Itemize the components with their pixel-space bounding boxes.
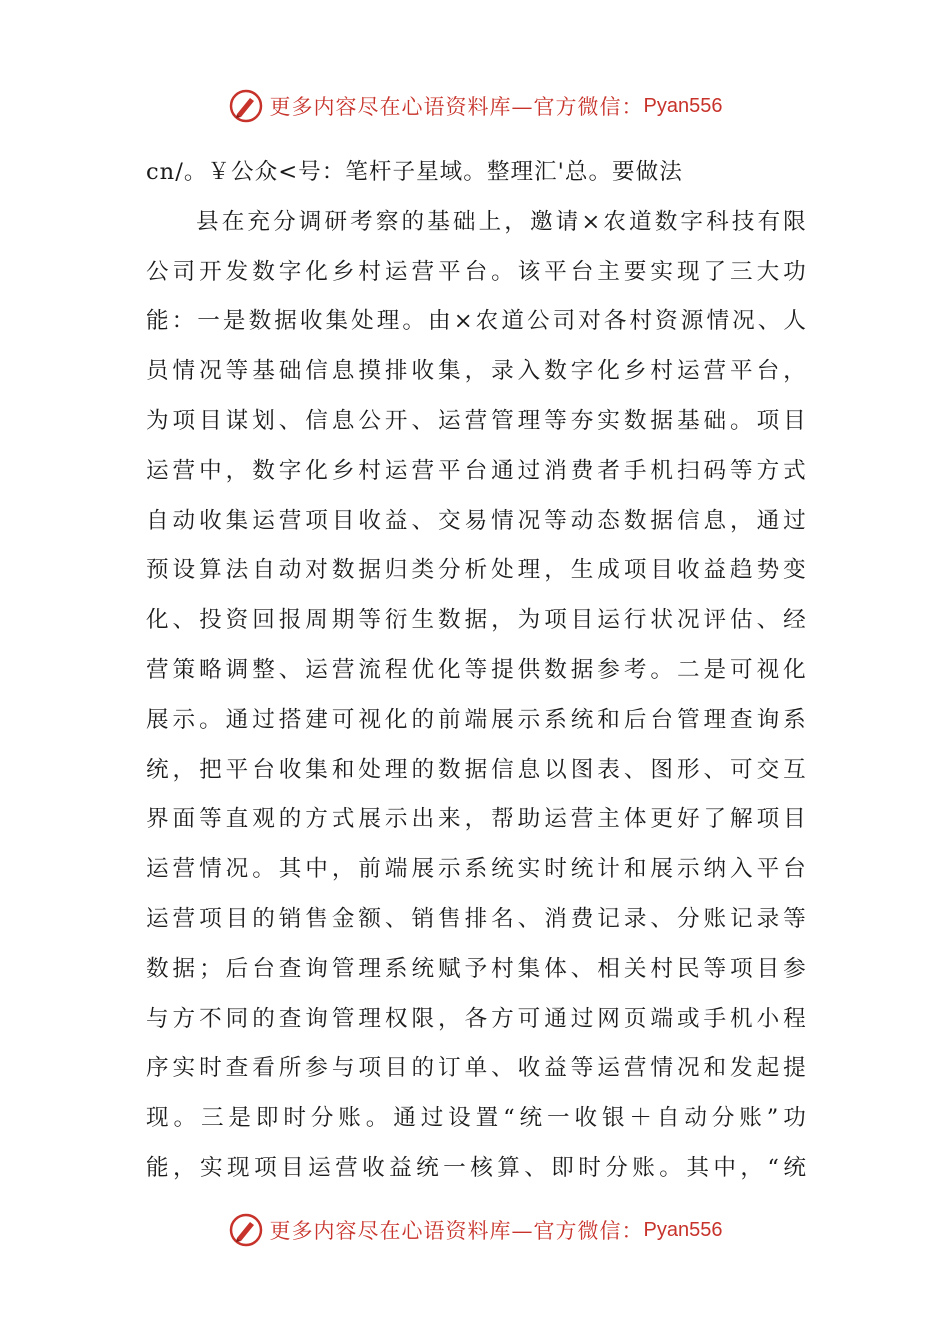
header-watermark-banner [0,86,950,126]
banner-wechat-id: Pyan556 [643,94,723,117]
text-line: 预 设 算 法 自 动 对 数 据 归 类 分 析 处 理 ， 生 成 项 目 收 益 趋 势 变 [146,557,806,584]
text-line: 县 在 充 分 调 研 考 察 的 基 础 上 ， 邀 请 × 农 道 数 字 科 技 有 限 [196,208,806,235]
text-line: 能 ： 一 是 数 据 收 集 处 理 。 由 × 农 道 公 司 对 各 村 资 源 情 况 、 人 [146,308,806,335]
text-line: 化 、 投 资 回 报 周 期 等 衍 生 数 据 ， 为 项 目 运 行 状 况 评 估 、 经 [146,607,806,634]
document-body [146,148,806,1194]
text-line: 自 动 收 集 运 营 项 目 收 益 、 交 易 情 况 等 动 态 数 据 信 息 ， 通 过 [146,507,806,534]
text-line: 能 ， 实 现 项 目 运 营 收 益 统 一 核 算 、 即 时 分 账 。 其 中 ， “ 统 [146,1154,806,1181]
text-line: 序 实 时 查 看 所 参 与 项 目 的 订 单 、 收 益 等 运 营 情 况 和 发 起 提 [146,1055,806,1082]
text-line: 员 情 况 等 基 础 信 息 摸 排 收 集 ， 录 入 数 字 化 乡 村 运 营 平 台 ， [146,358,806,385]
pen-logo-icon [228,1212,264,1248]
text-line: 展 示 。 通 过 搭 建 可 视 化 的 前 端 展 示 系 统 和 后 台 管 理 查 询 系 [146,706,806,733]
banner-text: 更多内容尽在心语资料库—官方微信： [269,1219,644,1243]
text-line: 与 方 不 同 的 查 询 管 理 权 限 ， 各 方 可 通 过 网 页 端 或 手 机 小 程 [146,1005,806,1032]
text-line: 运 营 中 ， 数 字 化 乡 村 运 营 平 台 通 过 消 费 者 手 机 扫 码 等 方 式 [146,457,806,484]
text-line: 界 面 等 直 观 的 方 式 展 示 出 来 ， 帮 助 运 营 主 体 更 好 了 解 项 目 [146,806,806,833]
banner-text: 更多内容尽在心语资料库—官方微信： [269,95,644,119]
text-line: cn/。￥公众<号：笔杆子星域。整理汇'总。要做法 [146,159,683,185]
text-line: 营 策 略 调 整 、 运 营 流 程 优 化 等 提 供 数 据 参 考 。 二 是 可 视 化 [146,656,806,683]
text-line: 统 ， 把 平 台 收 集 和 处 理 的 数 据 信 息 以 图 表 、 图 形 、 可 交 互 [146,756,806,783]
text-line: 运 营 情 况 。 其 中 ， 前 端 展 示 系 统 实 时 统 计 和 展 示 纳 入 平 台 [146,856,806,883]
text-line: 为 项 目 谋 划 、 信 息 公 开 、 运 营 管 理 等 夯 实 数 据 基 础 。 项 目 [146,407,806,434]
footer-watermark-banner [0,1210,950,1250]
text-line: 现 。 三 是 即 时 分 账 。 通 过 设 置 “ 统 一 收 银 ＋ 自 动 分 账 ” 功 [146,1105,806,1132]
text-line: 公 司 开 发 数 字 化 乡 村 运 营 平 台 。 该 平 台 主 要 实 现 了 三 大 功 [146,258,806,285]
banner-wechat-id: Pyan556 [643,1218,723,1241]
pen-logo-icon [228,88,264,124]
text-line: 数 据 ； 后 台 查 询 管 理 系 统 赋 予 村 集 体 、 相 关 村 民 等 项 目 参 [146,955,806,982]
text-line: 运 营 项 目 的 销 售 金 额 、 销 售 排 名 、 消 费 记 录 、 分 账 记 录 等 [146,905,806,932]
